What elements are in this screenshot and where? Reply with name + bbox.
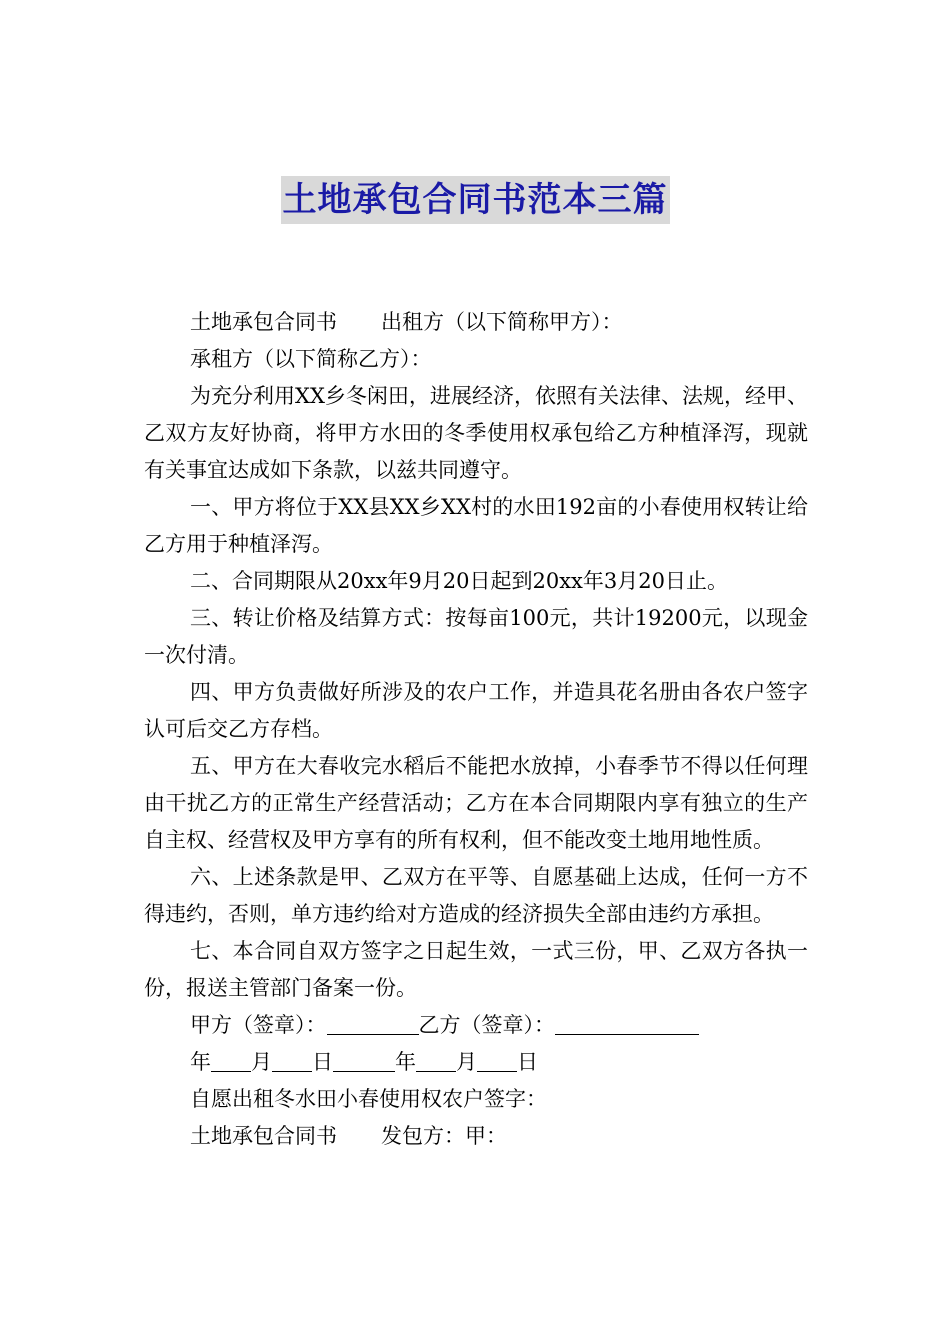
signature-line [144,1007,808,1044]
month-label-a: 月 [251,1050,272,1074]
clause-5: 五、甲方在大春收完水稻后不能把水放掉，小春季节不得以任何理由干扰乙方的正常生产经营活动；乙方在本合同期限内享有独立的生产自主权、经营权及甲方享有的所有权利，但不能改变土地用地性质。 [144,754,808,852]
year-blank-b [333,1049,395,1072]
clause-4: 四、甲方负责做好所涉及的农户工作，并造具花名册由各农户签字认可后交乙方存档。 [144,680,808,741]
contractor-label: 发包方：甲： [381,1124,507,1148]
party-b-signature-label: 乙方（签章）： [418,1013,555,1037]
paragraph-footer [144,1118,808,1155]
paragraph-intro: 为充分利用XX乡冬闲田，进展经济，依照有关法律、法规，经甲、乙双方友好协商，将甲方水田的冬季使用权承包给乙方种植泽泻，现就有关事宜达成如下条款，以兹共同遵守。 [144,384,808,482]
clause-2: 二、合同期限从20xx年9月20日起到20xx年3月20日止。 [190,569,728,593]
lessee-label: 承租方（以下简称乙方）： [190,347,432,371]
month-label-b: 月 [456,1050,477,1074]
day-blank-b [477,1049,517,1072]
party-b-signature-blank [555,1012,699,1035]
contract-label-2: 土地承包合同书 [190,1124,337,1148]
clause-3: 三、转让价格及结算方式：按每亩100元，共计19200元，以现金一次付清。 [144,606,808,667]
month-blank-a [211,1049,251,1072]
year-label-a: 年 [190,1050,211,1074]
farmer-signature-label: 自愿出租冬水田小春使用权农户签字： [190,1087,547,1111]
date-line [144,1044,808,1081]
party-a-signature-label: 甲方（签章）： [190,1013,327,1037]
month-blank-b [416,1049,456,1072]
day-blank-a [272,1049,312,1072]
paragraph-header [144,304,808,341]
day-label-b: 日 [517,1050,538,1074]
day-label-a: 日 [312,1050,333,1074]
clause-7: 七、本合同自双方签字之日起生效，一式三份，甲、乙双方各执一份，报送主管部门备案一份。 [144,939,808,1000]
clause-6: 六、上述条款是甲、乙双方在平等、自愿基础上达成，任何一方不得违约，否则，单方违约给对方造成的经济损失全部由违约方承担。 [144,865,808,926]
year-label-b: 年 [395,1050,416,1074]
clause-1: 一、甲方将位于XX县XX乡XX村的水田192亩的小春使用权转让给乙方用于种植泽泻。 [144,495,808,556]
title-container [0,176,950,224]
document-body [144,304,808,1155]
document-title: 土地承包合同书范本三篇 [281,176,670,224]
lessor-label: 出租方（以下简称甲方）： [381,310,623,334]
contract-label: 土地承包合同书 [190,310,337,334]
party-a-signature-blank [327,1012,419,1035]
